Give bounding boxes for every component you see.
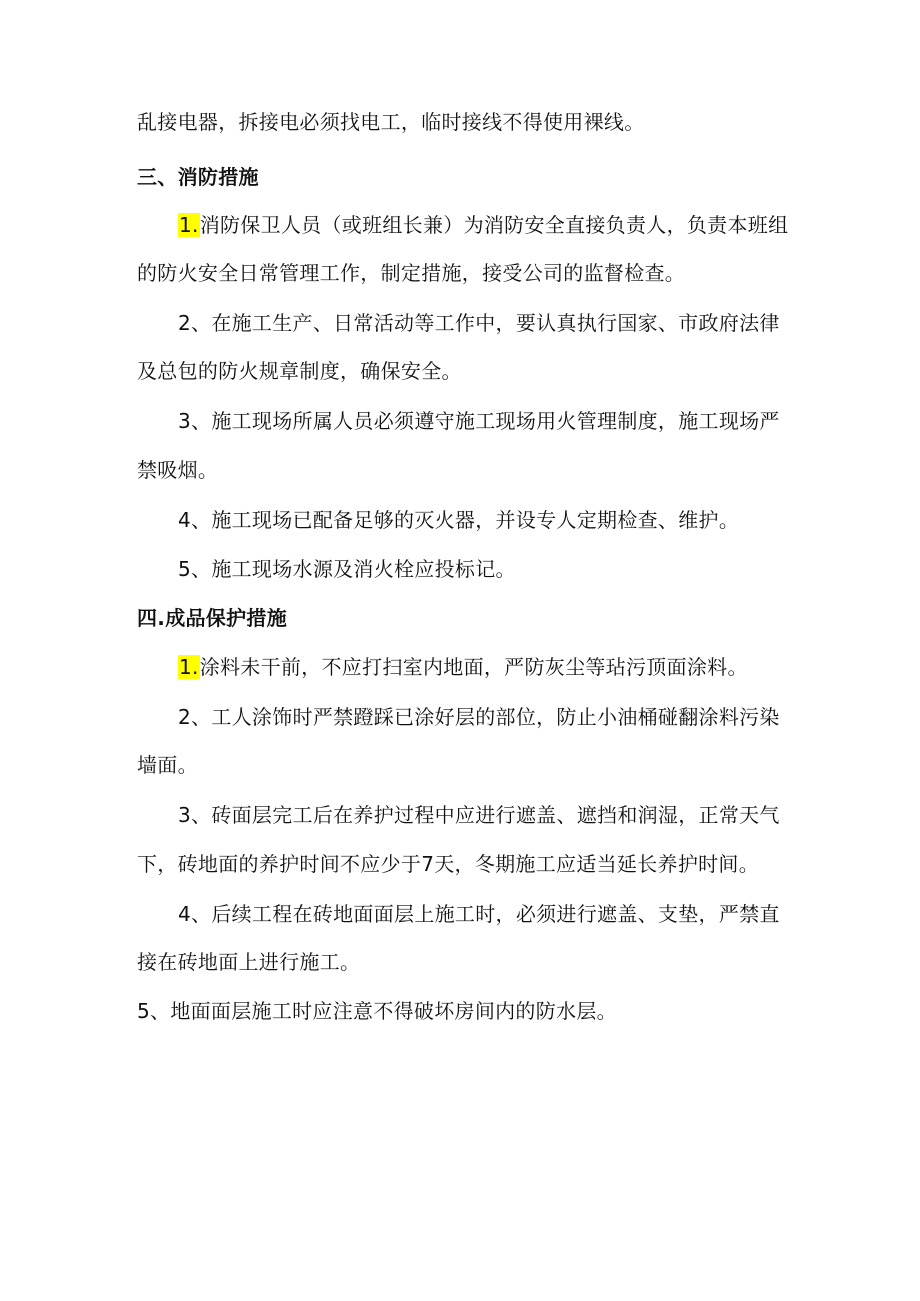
section-3-item-2-line-2: 及总包的防火规章制度，确保安全。 (137, 359, 462, 383)
section-3-item-3-line-1: 3、施工现场所属人员必须遵守施工现场用火管理制度，施工现场严 (178, 409, 780, 433)
section-3-item-2-line-1: 2、在施工生产、日常活动等工作中，要认真执行国家、市政府法律 (178, 311, 780, 335)
highlighted-number: 1. (179, 655, 199, 679)
section-4-item-2-line-2: 墙面。 (137, 753, 198, 777)
item-text: 涂料未干前，不应打扫室内地面，严防灰尘等玷污顶面涂料。 (199, 655, 748, 679)
section-3-heading: 三、消防措施 (137, 165, 259, 189)
section-4-item-2-line-1: 2、工人涂饰时严禁蹬踩已涂好层的部位，防止小油桶碰翻涂料污染 (178, 705, 780, 729)
section-4-item-1 (178, 653, 748, 681)
section-4-item-3-line-2: 下，砖地面的养护时间不应少于7天，冬期施工应适当延长养护时间。 (137, 852, 760, 876)
section-3-item-5: 5、施工现场水源及消火栓应投标记。 (178, 557, 516, 581)
section-4-heading: 四.成品保护措施 (137, 606, 287, 630)
section-4-item-3-line-1: 3、砖面层完工后在养护过程中应进行遮盖、遮挡和润湿，正常天气 (178, 803, 780, 827)
section-3-item-3-line-2: 禁吸烟。 (137, 458, 219, 482)
section-4-item-4-line-2: 接在砖地面上进行施工。 (137, 950, 361, 974)
section-3-item-1-line-2: 的防火安全日常管理工作，制定措施，接受公司的监督检查。 (137, 261, 686, 285)
highlighted-number: 1. (179, 213, 199, 237)
section-4-item-4-line-1: 4、后续工程在砖地面面层上施工时，必须进行遮盖、支垫，严禁直 (178, 902, 780, 926)
section-4-item-5: 5、地面面层施工时应注意不得破坏房间内的防水层。 (137, 999, 617, 1023)
item-text: 消防保卫人员（或班组长兼）为消防安全直接负责人，负责本班组 (199, 213, 789, 237)
section-3-item-1-line-1 (178, 211, 788, 239)
section-3-item-4: 4、施工现场已配备足够的灭火器，并设专人定期检查、维护。 (178, 508, 740, 532)
intro-line: 乱接电器，拆接电必须找电工，临时接线不得使用裸线。 (137, 110, 645, 134)
